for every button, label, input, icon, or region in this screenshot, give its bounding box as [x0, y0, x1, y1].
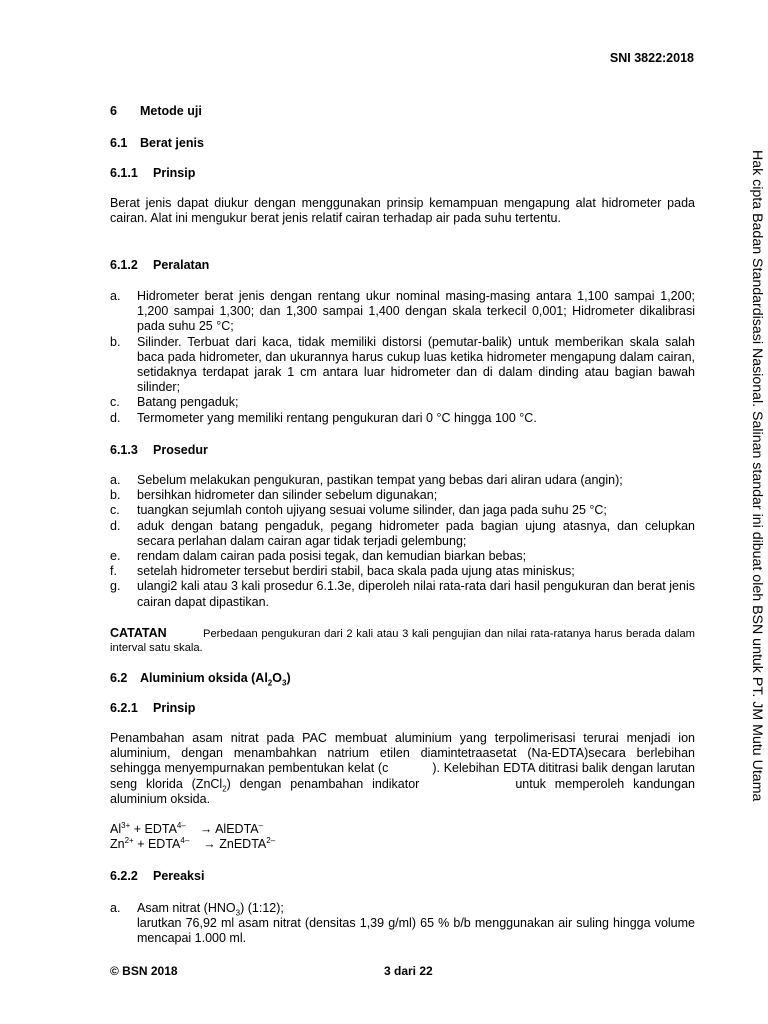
equipment-list	[110, 289, 695, 426]
heading-number: 6.1	[110, 136, 128, 150]
list-text: Hidrometer berat jenis dengan rentang ukur nominal masing-masing antara 1,100 sampai 1,200; 1,200 sampai 1,300; dan 1,300 sampai 1,400 dengan skala terkecil 0,001; Hidrometer dikalibrasi pada suhu 25 °C;	[137, 289, 695, 334]
note-text: Perbedaan pengukuran dari 2 kali atau 3 kali pengujian dan nilai rata-ratanya harus berada dalam interval satu skala.	[110, 628, 695, 654]
heading-6-1-1	[110, 166, 195, 180]
list-text: Sebelum melakukan pengukuran, pastikan tempat yang bebas dari aliran udara (angin);	[137, 473, 623, 487]
list-text: setelah hidrometer tersebut berdiri stabil, baca skala pada ujung atas miniskus;	[137, 564, 575, 579]
list-text: Termometer yang memiliki rentang pengukuran dari 0 °C hingga 100 °C.	[137, 410, 537, 425]
heading-6-1-3	[110, 443, 208, 457]
heading-number: 6.2	[110, 671, 128, 685]
heading-title: Pereaksi	[153, 869, 205, 883]
heading-6-1-2	[110, 258, 209, 272]
list-item	[110, 488, 695, 503]
list-marker: c.	[110, 395, 120, 410]
list-item	[110, 549, 695, 564]
heading-number: 6.1.1	[110, 166, 138, 180]
list-text: Batang pengaduk;	[137, 395, 239, 410]
list-text: Asam nitrat $(HNO_3)$ (1:12); larutkan 76,92 ml asam nitrat (densitas 1,39 g/ml) 65 % b/b menggunakan air suling hingga volume mencapai 1.000 ml.	[137, 901, 695, 946]
heading-number: 6.2.1	[110, 701, 138, 715]
heading-title: Peralatan	[153, 258, 210, 272]
list-text: tuangkan sejumlah contoh ujiyang sesuai volume silinder, dan jaga pada suhu 25 °C;	[137, 503, 607, 518]
list-item	[110, 411, 695, 426]
list-item	[110, 473, 695, 488]
list-text: ulangi2 kali atau 3 kali prosedur 6.1.3e, diperoleh nilai rata-rata dari hasil pengukuran dan berat jenis cairan dapat dipastikan.	[137, 579, 695, 609]
list-marker: a.	[110, 473, 121, 487]
heading-number: 6	[110, 104, 117, 118]
heading-number: 6.2.2	[110, 869, 138, 883]
heading-title: Prinsip	[153, 166, 196, 180]
heading-6-2-2	[110, 869, 204, 883]
list-item	[110, 335, 695, 396]
list-marker: g.	[110, 579, 121, 594]
list-marker: f.	[110, 564, 117, 579]
list-item	[110, 579, 695, 609]
list-marker: b.	[110, 488, 121, 503]
heading-number: 6.1.2	[110, 258, 138, 272]
list-item	[110, 503, 695, 518]
list-item	[110, 395, 695, 410]
equation-zinc: $Zn^{2+}$ + $EDTA^{4-}$ → ZnEDTA$^{2-}$	[110, 835, 276, 851]
equation-aluminium: $Al^{3+}$ + $EDTA^{4-}$ → AlEDTA–	[110, 820, 264, 836]
list-marker: a.	[110, 901, 121, 915]
list-item	[110, 901, 695, 947]
heading-title: Prosedur	[153, 443, 208, 457]
list-text: Silinder. Terbuat dari kaca, tidak memiliki distorsi (pemutar-balik) untuk memberikan skala salah baca pada hidrometer, dan ukurannya harus cukup luas ketika hidrometer mengapung dalam cairan, setidaknya terdapat jarak 1 cm antara luar hidrometer dan di dalam dinding atau bagian bawah silinder;	[137, 334, 695, 395]
list-marker: c.	[110, 503, 120, 518]
list-item	[110, 564, 695, 579]
document-id: SNI 3822:2018	[609, 51, 694, 65]
heading-title: Aluminium oksida $(Al_2O_3)$	[140, 671, 291, 688]
list-marker: e.	[110, 549, 121, 564]
list-text: bersihkan hidrometer dan silinder sebelum digunakan;	[137, 488, 438, 503]
list-marker: d.	[110, 518, 121, 533]
paragraph-6-2-1: Penambahan asam nitrat pada PAC membuat aluminium yang terpolimerisasi terurai menjadi ion aluminium, dengan menambahkan natrium etilen diamintetraasetat (Na-EDTA)secara berlebihan sehingga menyempurnakan pembentukan kelat (c ). Kelebihan EDTA dititrasi balik dengan larutan seng klorida (ZnCl$_2$) dengan penambahan indikator untuk memperoleh kandungan aluminium oksida.	[110, 731, 695, 806]
list-text: rendam dalam cairan pada posisi tegak, dan kemudian biarkan bebas;	[137, 549, 527, 564]
list-marker: d.	[110, 410, 121, 425]
footer-page-number: 3 dari 22	[384, 964, 433, 978]
reagent-list	[110, 901, 695, 947]
list-marker: b.	[110, 334, 121, 349]
heading-title: Metode uji	[140, 104, 202, 118]
heading-6	[110, 104, 202, 118]
paragraph-6-1-1: Berat jenis dapat diukur dengan menggunakan prinsip kemampuan mengapung alat hidrometer pada cairan. Alat ini mengukur berat jenis relatif cairan terhadap air pada suhu tertentu.	[110, 196, 695, 226]
heading-title: Prinsip	[153, 701, 196, 715]
procedure-list	[110, 473, 695, 610]
heading-6-2-1	[110, 701, 195, 715]
heading-title: Berat jenis	[140, 136, 204, 150]
note-label: CATATAN	[110, 626, 167, 640]
heading-6-1	[110, 136, 204, 150]
list-item	[110, 519, 695, 549]
heading-6-2	[110, 671, 291, 688]
heading-number: 6.1.3	[110, 443, 138, 457]
copyright-watermark: Hak cipta Badan Standardisasi Nasional. Salinan standar ini dibuat oleh BSN untuk PT. JM Mutu Utama	[749, 150, 765, 802]
note-block	[110, 626, 695, 655]
list-text: aduk dengan batang pengaduk, pegang hidrometer pada bagian ujung atasnya, dan celupkan secara perlahan dalam cairan agar tidak terjadi gelembung;	[137, 518, 695, 548]
footer-copyright: © BSN 2018	[110, 964, 178, 978]
list-item	[110, 289, 695, 335]
list-marker: a.	[110, 289, 121, 303]
